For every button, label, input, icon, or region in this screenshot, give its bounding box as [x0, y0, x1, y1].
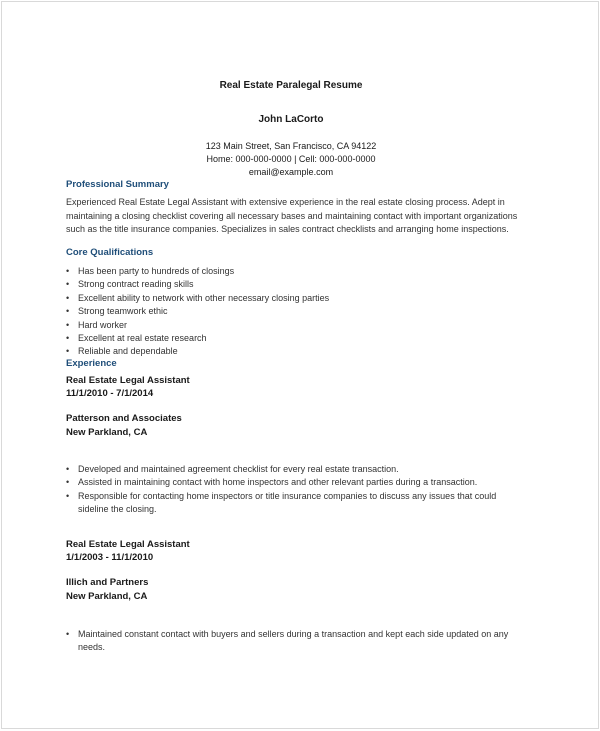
duty-text: Responsible for contacting home inspectors or title insurance companies to discuss any issues that could sideline the closing.	[78, 490, 497, 515]
bullet-icon: •	[66, 464, 70, 474]
email-line: email@example.com	[248, 167, 334, 177]
list-item	[66, 490, 521, 517]
bullet-icon: •	[66, 279, 70, 290]
experience-heading: Experience	[66, 358, 117, 369]
bullet-icon: •	[66, 266, 70, 276]
list-item	[66, 332, 526, 345]
summary-heading: Professional Summary	[66, 179, 169, 190]
qualifications-list	[66, 265, 526, 359]
phone-line: Home: 000-000-0000 | Cell: 000-000-0000	[206, 154, 376, 164]
job-1-role: Real Estate Legal Assistant	[66, 375, 190, 386]
bullet-icon: •	[66, 629, 70, 639]
list-item	[66, 292, 526, 305]
list-item	[66, 345, 526, 358]
qualification-text: Excellent at real estate research	[78, 333, 207, 344]
qualification-text: Hard worker	[78, 319, 128, 330]
list-item	[66, 265, 526, 278]
job-1-duties	[66, 463, 521, 517]
summary-text: Experienced Real Estate Legal Assistant with extensive experience in the real estate closing process. Adept in maintaining a closing checklist covering all necessary bases and maintaining contact with important organizations such as the title insurance companies. Specializes in sales contract checklists and arranging home inspections.	[66, 197, 518, 234]
qualification-text: Excellent ability to network with other necessary closing parties	[78, 292, 330, 303]
qualification-text: Strong contract reading skills	[78, 279, 194, 290]
job-2-dates: 1/1/2003 - 11/1/2010	[66, 552, 154, 563]
candidate-name: John LaCorto	[258, 114, 324, 125]
list-item	[66, 463, 521, 476]
bullet-icon: •	[66, 477, 70, 488]
job-1-company: Patterson and Associates	[66, 413, 182, 424]
job-2-company: Illich and Partners	[66, 577, 149, 588]
list-item	[66, 628, 521, 655]
bullet-icon: •	[66, 490, 70, 501]
bullet-icon: •	[66, 333, 70, 344]
address-line: 123 Main Street, San Francisco, CA 94122	[205, 141, 377, 151]
job-2-role: Real Estate Legal Assistant	[66, 539, 190, 550]
bullet-icon: •	[66, 306, 70, 317]
duty-text: Developed and maintained agreement checklist for every real estate transaction.	[78, 464, 399, 474]
job-1-location: New Parkland, CA	[66, 427, 148, 438]
duty-text: Maintained constant contact with buyers and sellers during a transaction and kept each side updated on any needs.	[78, 629, 509, 653]
resume-page	[1, 1, 599, 729]
qualification-text: Strong teamwork ethic	[78, 306, 168, 317]
bullet-icon: •	[66, 346, 70, 357]
qualifications-heading: Core Qualifications	[66, 247, 154, 258]
job-1-dates: 11/1/2010 - 7/1/2014	[66, 388, 154, 399]
duty-text: Assisted in maintaining contact with home inspectors and other relevant parties during a transaction.	[78, 477, 478, 488]
list-item	[66, 476, 521, 489]
document-title: Real Estate Paralegal Resume	[219, 80, 363, 91]
qualification-text: Has been party to hundreds of closings	[78, 266, 235, 276]
job-2-location: New Parkland, CA	[66, 591, 148, 602]
job-2-duties	[66, 628, 521, 655]
bullet-icon: •	[66, 319, 70, 330]
list-item	[66, 278, 526, 291]
bullet-icon: •	[66, 292, 70, 303]
list-item	[66, 319, 526, 332]
qualification-text: Reliable and dependable	[78, 346, 178, 357]
list-item	[66, 305, 526, 318]
